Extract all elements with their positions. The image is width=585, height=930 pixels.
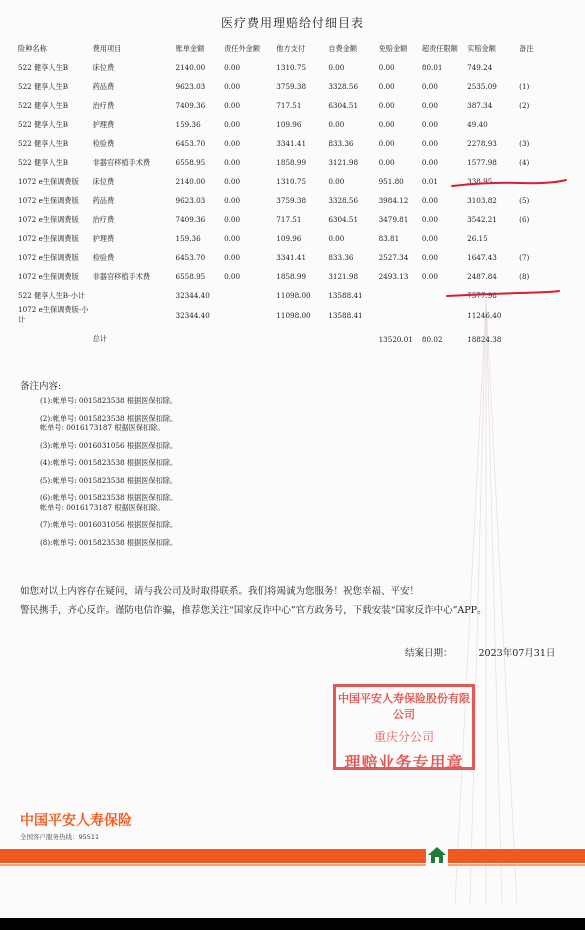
cell-policy: 1072 e生保调费版 (18, 214, 79, 224)
cell-other-paid: 109.96 (276, 120, 302, 129)
cell-bill: 159.36 (175, 120, 201, 129)
cell-remark (517, 58, 544, 77)
cell-item (91, 305, 174, 325)
cell-remark: (3) (519, 139, 530, 148)
cell-over-limit: 80.01 (421, 63, 443, 72)
cell-other-paid: 1858.99 (276, 272, 307, 281)
col-header-self-pay: 自费金额 (328, 44, 358, 53)
cell-deductible: 13520.01 (378, 334, 413, 344)
cell-other-paid: 11098.00 (276, 310, 311, 320)
note-item: (6):帐单号: 0015823538 根据医保扣除。 帐单号: 0016173187 根据医保扣除。 (40, 493, 178, 512)
cell-excluded: 0.00 (224, 177, 241, 186)
cell-item: 非器官移植手术费 (92, 271, 151, 281)
contact-section (20, 585, 540, 623)
cell-deductible: 0.00 (378, 101, 395, 110)
cell-policy: 522 健享人生B (18, 119, 69, 129)
cell-deductible: 0.00 (378, 120, 395, 129)
cell-self-pay: 13588.41 (328, 310, 363, 320)
cell-item: 药品费 (92, 81, 115, 91)
col-header-deductible: 免赔金额 (378, 44, 408, 53)
cell-deductible: 2527.34 (378, 253, 409, 262)
cell-paid: 7577.98 (467, 291, 497, 300)
cell-self-pay: 13588.41 (328, 291, 363, 300)
cell-remark: (5) (519, 196, 530, 205)
cell-self-pay: 6304.51 (328, 101, 359, 110)
cell-policy: 522 健享人生B-小计 (18, 290, 85, 300)
cell-excluded: 0.00 (224, 158, 241, 167)
cell-over-limit (420, 305, 465, 325)
cell-paid: 387.34 (467, 101, 493, 110)
col-header-item: 费用项目 (92, 44, 122, 53)
cell-paid: 2278.93 (467, 139, 497, 148)
cell-deductible: 0.00 (378, 82, 395, 91)
cell-remark (517, 229, 544, 248)
cell-item (91, 286, 174, 305)
cell-remark (517, 325, 544, 353)
claims-table (16, 40, 544, 353)
cell-item: 治疗费 (92, 214, 115, 224)
company-seal-stamp (333, 684, 475, 770)
col-header-policy: 险种名称 (18, 44, 47, 53)
cell-paid: 338.95 (467, 177, 493, 186)
cell-policy: 1072 e生保调费版 (18, 176, 79, 186)
cell-policy: 522 健享人生B (18, 81, 69, 91)
cell-remark (517, 115, 544, 134)
cell-bill: 9623.03 (175, 196, 206, 205)
brand-logo-text: 中国平安人寿保险 (20, 813, 132, 829)
house-icon (426, 844, 448, 866)
note-item: (2):帐单号: 0015823538 根据医保扣除。 帐单号: 0016173187 根据医保扣除。 (40, 413, 178, 432)
cell-other-paid: 11098.00 (276, 291, 311, 300)
cell-remark: (6) (519, 215, 530, 224)
cell-self-pay (326, 325, 376, 353)
cell-self-pay: 3121.98 (328, 272, 359, 281)
table-row (16, 134, 544, 153)
cell-other-paid: 109.96 (276, 234, 302, 243)
cell-deductible: 3479.81 (378, 215, 409, 224)
cell-item: 药品费 (92, 195, 115, 205)
cell-over-limit: 0.01 (421, 177, 438, 186)
cell-policy: 522 健享人生B (18, 100, 69, 110)
col-header-paid-amount: 实赔金额 (467, 44, 496, 53)
note-item: (1):帐单号: 0015823538 根据医保扣除。 (40, 396, 178, 405)
cell-bill: 7409.36 (175, 215, 206, 224)
table-header-row (16, 40, 544, 58)
cell-paid: 1577.98 (467, 158, 497, 167)
cell-excluded: 0.00 (224, 101, 241, 110)
cell-over-limit: 0.00 (421, 101, 438, 110)
cell-other-paid (274, 325, 326, 353)
cell-excluded: 0.00 (224, 196, 241, 205)
cell-deductible (377, 286, 420, 305)
cell-paid: 749.24 (467, 63, 493, 72)
cell-over-limit: 0.00 (421, 82, 438, 91)
cell-item: 检验费 (92, 252, 115, 262)
stamp-branch: 重庆分公司 (373, 730, 434, 744)
note-item: (5):帐单号: 0015823538 根据医保扣除。 (40, 475, 178, 485)
cell-self-pay: 6304.51 (328, 215, 359, 224)
cell-excluded: 0.00 (224, 272, 241, 281)
cell-self-pay: 0.00 (328, 177, 345, 186)
total-row (16, 325, 544, 353)
cell-item: 检验费 (92, 138, 115, 148)
cell-self-pay: 833.36 (328, 139, 354, 148)
bottom-black-bar (0, 918, 585, 930)
document-title: 医疗费用理赔给付细目表 (220, 16, 364, 30)
cell-over-limit: 80.02 (421, 334, 443, 344)
cell-policy: 1072 e生保调费版-小计 (18, 305, 89, 324)
cell-paid: 49.40 (467, 120, 488, 129)
col-header-other-paid: 他方支付 (276, 44, 306, 53)
cell-self-pay: 833.36 (328, 253, 354, 262)
cell-excluded: 0.00 (224, 120, 241, 129)
cell-policy: 1072 e生保调费版 (18, 233, 79, 243)
cell-deductible: 3984.12 (378, 196, 409, 205)
table-row (16, 191, 544, 210)
table-row (16, 77, 544, 96)
cell-over-limit: 0.00 (421, 158, 438, 167)
cell-over-limit: 0.00 (421, 120, 438, 129)
table-row (16, 96, 544, 115)
table-row (16, 210, 544, 229)
cell-bill: 9623.03 (175, 82, 206, 91)
cell-policy: 522 健享人生B (18, 138, 69, 148)
closing-date-value: 2023年07月31日 (478, 648, 556, 659)
cell-bill: 32344.40 (175, 291, 210, 300)
anti-fraud-line: 警民携手，齐心反诈。谨防电信诈骗，推荐您关注“国家反诈中心”官方政务号，下载安装“国家反诈中心”APP。 (20, 605, 487, 616)
cell-policy: 1072 e生保调费版 (18, 195, 79, 205)
cell-remark: (8) (519, 272, 530, 281)
cell-other-paid: 3759.38 (276, 82, 307, 91)
stamp-purpose: 理赔业务专用章 (344, 753, 464, 772)
table-row (16, 229, 544, 248)
cell-over-limit: 0.00 (421, 272, 438, 281)
footer-band-line (0, 864, 585, 866)
cell-excluded: 0.00 (224, 234, 241, 243)
cell-remark: (1) (519, 82, 530, 91)
cell-other-paid: 3759.38 (276, 196, 307, 205)
table-row (16, 153, 544, 172)
cell-excluded: 0.00 (224, 139, 241, 148)
note-item: (3):帐单号: 0016031056 根据医保扣除。 (40, 440, 178, 450)
cell-deductible: 951.80 (378, 177, 404, 186)
cell-self-pay: 3121.98 (328, 158, 359, 167)
cell-paid: 18824.38 (467, 334, 502, 344)
cell-policy (16, 325, 91, 353)
cell-paid: 3542.21 (467, 215, 497, 224)
col-header-excluded-amount: 责任外金额 (224, 44, 261, 53)
cell-paid: 2487.84 (467, 272, 497, 281)
cell-excluded (222, 305, 274, 325)
cell-item: 治疗费 (92, 100, 115, 110)
note-item: (4):帐单号: 0015823538 根据医保扣除。 (40, 458, 178, 467)
cell-excluded (222, 286, 274, 305)
cell-remark: (2) (519, 101, 530, 110)
cell-deductible (377, 305, 420, 325)
red-underline-annotation-1 (450, 176, 570, 192)
stamp-company-name: 中国平安人寿保险股份有限公司 (338, 692, 470, 721)
cell-deductible: 2493.13 (378, 272, 409, 281)
cell-remark: (7) (519, 253, 530, 262)
cell-paid: 11246.40 (467, 310, 502, 320)
cell-remark: (4) (519, 158, 530, 167)
cell-policy: 522 健享人生B (18, 157, 69, 167)
cell-bill: 6558.95 (175, 158, 206, 167)
cell-deductible: 0.00 (378, 139, 395, 148)
cell-bill: 7409.36 (175, 101, 206, 110)
note-item: (8):帐单号: 0015823538 根据医保扣除。 (40, 537, 178, 547)
cell-bill: 6453.70 (175, 139, 206, 148)
cell-other-paid: 1310.75 (276, 177, 307, 186)
cell-self-pay: 3328.56 (328, 82, 359, 91)
cell-over-limit: 0.00 (421, 139, 438, 148)
subtotal-row (16, 305, 544, 325)
cell-excluded: 0.00 (224, 63, 241, 72)
table-row (16, 248, 544, 267)
closing-date (405, 645, 555, 659)
table-row (16, 58, 544, 77)
cell-item: 护理费 (92, 119, 115, 129)
footer-orange-band (0, 849, 585, 863)
cell-item: 床位费 (92, 62, 115, 72)
cell-item: 护理费 (92, 233, 115, 243)
cell-excluded: 0.00 (224, 253, 241, 262)
cell-policy: 1072 e生保调费版 (18, 252, 79, 262)
cell-paid: 2535.09 (467, 82, 497, 91)
cell-over-limit: 0.00 (421, 234, 438, 243)
customer-hotline: 全国客户服务热线：95511 (20, 833, 100, 841)
cell-bill: 159.36 (175, 234, 201, 243)
cell-self-pay: 0.00 (328, 120, 345, 129)
cell-bill: 32344.40 (175, 310, 210, 320)
cell-paid: 3103.82 (467, 196, 497, 205)
closing-date-label: 结案日期： (405, 648, 453, 659)
cell-paid: 1647.43 (467, 253, 497, 262)
cell-over-limit: 0.00 (421, 215, 438, 224)
cell-deductible: 83.81 (378, 234, 400, 243)
cell-total-label: 总计 (92, 334, 107, 343)
cell-policy: 1072 e生保调费版 (18, 271, 79, 281)
table-row (16, 267, 544, 286)
cell-self-pay: 3328.56 (328, 196, 359, 205)
cell-bill: 6453.70 (175, 253, 206, 262)
red-underline-annotation-2 (445, 287, 565, 303)
cell-excluded: 0.00 (224, 215, 241, 224)
cell-other-paid: 3341.41 (276, 139, 307, 148)
table-row (16, 115, 544, 134)
cell-other-paid: 1310.75 (276, 63, 307, 72)
contact-line: 如您对以上内容存在疑问，请与我公司及时取得联系。我们将竭诚为您服务！祝您幸福、平安！ (20, 586, 420, 597)
cell-bill: 2140.00 (175, 63, 206, 72)
col-header-over-limit: 超责任限额 (421, 44, 458, 53)
cell-bill (174, 325, 223, 353)
cell-other-paid: 1858.99 (276, 158, 307, 167)
notes-title: 备注内容: (20, 381, 62, 392)
cell-other-paid: 717.51 (276, 101, 302, 110)
cell-excluded (222, 325, 274, 353)
cell-item: 床位费 (92, 176, 115, 186)
cell-deductible: 0.00 (378, 63, 395, 72)
cell-policy: 522 健享人生B (18, 62, 69, 72)
cell-excluded: 0.00 (224, 82, 241, 91)
cell-paid: 26.15 (467, 234, 488, 243)
col-header-remark: 备注 (519, 44, 534, 53)
notes-list (40, 396, 177, 555)
cell-other-paid: 717.51 (276, 215, 302, 224)
cell-over-limit: 0.00 (421, 253, 438, 262)
cell-bill: 2140.00 (175, 177, 206, 186)
cell-self-pay: 0.00 (328, 63, 345, 72)
cell-bill: 6558.95 (175, 272, 206, 281)
cell-remark (517, 305, 544, 325)
cell-over-limit: 0.00 (421, 196, 438, 205)
note-item: (7):帐单号: 0016031056 根据医保扣除。 (40, 520, 178, 529)
cell-self-pay: 0.00 (328, 234, 345, 243)
col-header-bill-amount: 账单金额 (175, 44, 205, 53)
cell-other-paid: 3341.41 (276, 253, 307, 262)
cell-deductible: 0.00 (378, 158, 395, 167)
cell-item: 非器官移植手术费 (92, 157, 151, 167)
